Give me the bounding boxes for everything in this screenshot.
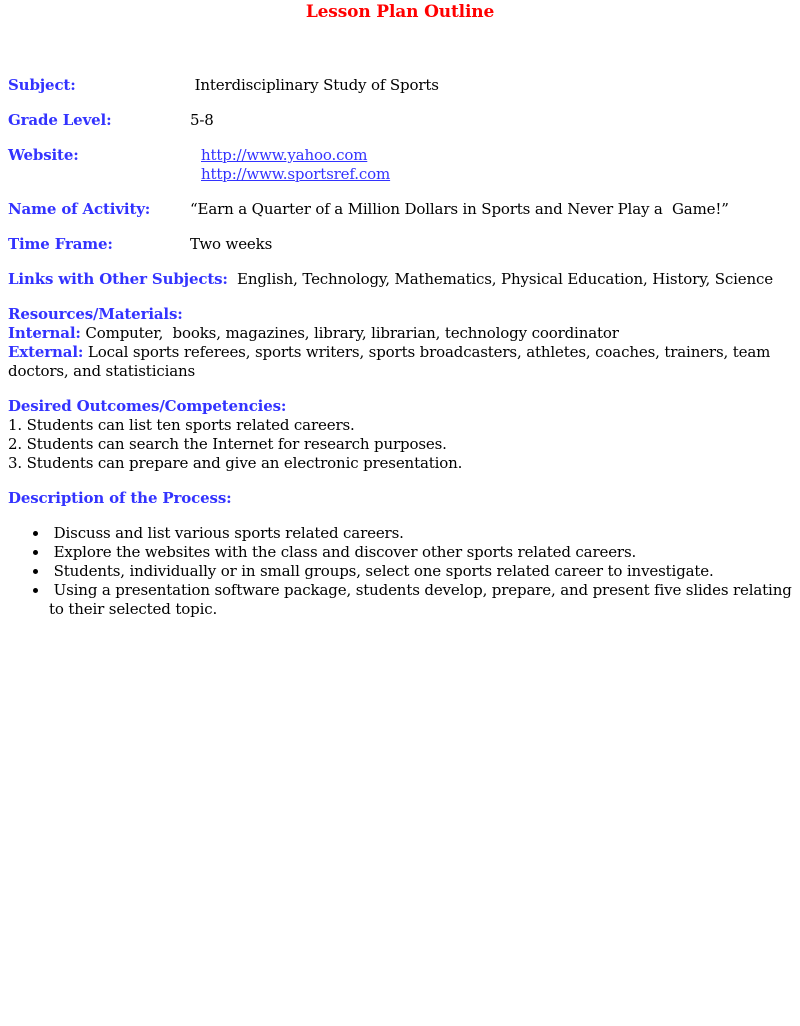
resources-external-label: External: — [8, 343, 84, 361]
subject-value: Interdisciplinary Study of Sports — [190, 76, 439, 94]
bullet-text: Explore the websites with the class and discover other sports related careers. — [49, 543, 637, 561]
website-row — [8, 146, 792, 184]
resources-heading: Resources/Materials: — [8, 305, 183, 323]
process-heading: Description of the Process: — [8, 489, 232, 507]
list-item — [49, 524, 792, 543]
page-title: Lesson Plan Outline — [305, 2, 495, 22]
resources-internal-line — [8, 324, 792, 343]
subject-row — [8, 76, 792, 95]
resources-internal-value: Computer, books, magazines, library, librarian, technology coordinator — [80, 324, 619, 342]
resources-section — [8, 305, 792, 381]
links-with-other-subjects-value: English, Technology, Mathematics, Physical Education, History, Science — [227, 270, 774, 288]
bullet-text: Discuss and list various sports related careers. — [49, 524, 404, 542]
name-of-activity-row — [8, 200, 792, 219]
resources-external-line — [8, 343, 792, 381]
sportsref-link[interactable]: http://www.sportsref.com — [201, 165, 391, 183]
grade-level-row — [8, 111, 792, 130]
time-frame-value: Two weeks — [190, 235, 273, 253]
website-label: Website: — [8, 146, 79, 164]
bullet-text: Using a presentation software package, students develop, prepare, and present five slides relating to their selected topic. — [49, 581, 797, 618]
resources-internal-label: Internal: — [8, 324, 81, 342]
grade-level-value: 5-8 — [190, 111, 214, 129]
list-item — [49, 543, 792, 562]
outcomes-heading: Desired Outcomes/Competencies: — [8, 397, 287, 415]
time-frame-row — [8, 235, 792, 254]
links-with-other-subjects — [8, 270, 792, 289]
outcomes-section — [8, 397, 792, 473]
outcome-item: 1. Students can list ten sports related careers. — [8, 416, 355, 434]
list-item — [49, 581, 797, 619]
links-with-other-subjects-label: Links with Other Subjects: — [8, 270, 228, 288]
yahoo-link[interactable]: http://www.yahoo.com — [201, 146, 368, 164]
name-of-activity-label: Name of Activity: — [8, 200, 151, 218]
bullet-text: Students, individually or in small groups, select one sports related career to investigate. — [49, 562, 714, 580]
time-frame-label: Time Frame: — [8, 235, 113, 253]
name-of-activity-value: “Earn a Quarter of a Million Dollars in Sports and Never Play a Game!” — [190, 200, 729, 218]
grade-level-label: Grade Level: — [8, 111, 112, 129]
subject-label: Subject: — [8, 76, 76, 94]
resources-external-value: Local sports referees, sports writers, sports broadcasters, athletes, coaches, trainers, team doctors, and statisticians — [8, 343, 775, 380]
website-links — [190, 146, 390, 184]
outcome-item: 2. Students can search the Internet for research purposes. — [8, 435, 447, 453]
process-bullet-list — [8, 524, 797, 619]
outcome-item: 3. Students can prepare and give an electronic presentation. — [8, 454, 463, 472]
process-heading-para — [8, 489, 792, 508]
resources-heading-line — [8, 305, 792, 324]
list-item — [49, 562, 792, 581]
